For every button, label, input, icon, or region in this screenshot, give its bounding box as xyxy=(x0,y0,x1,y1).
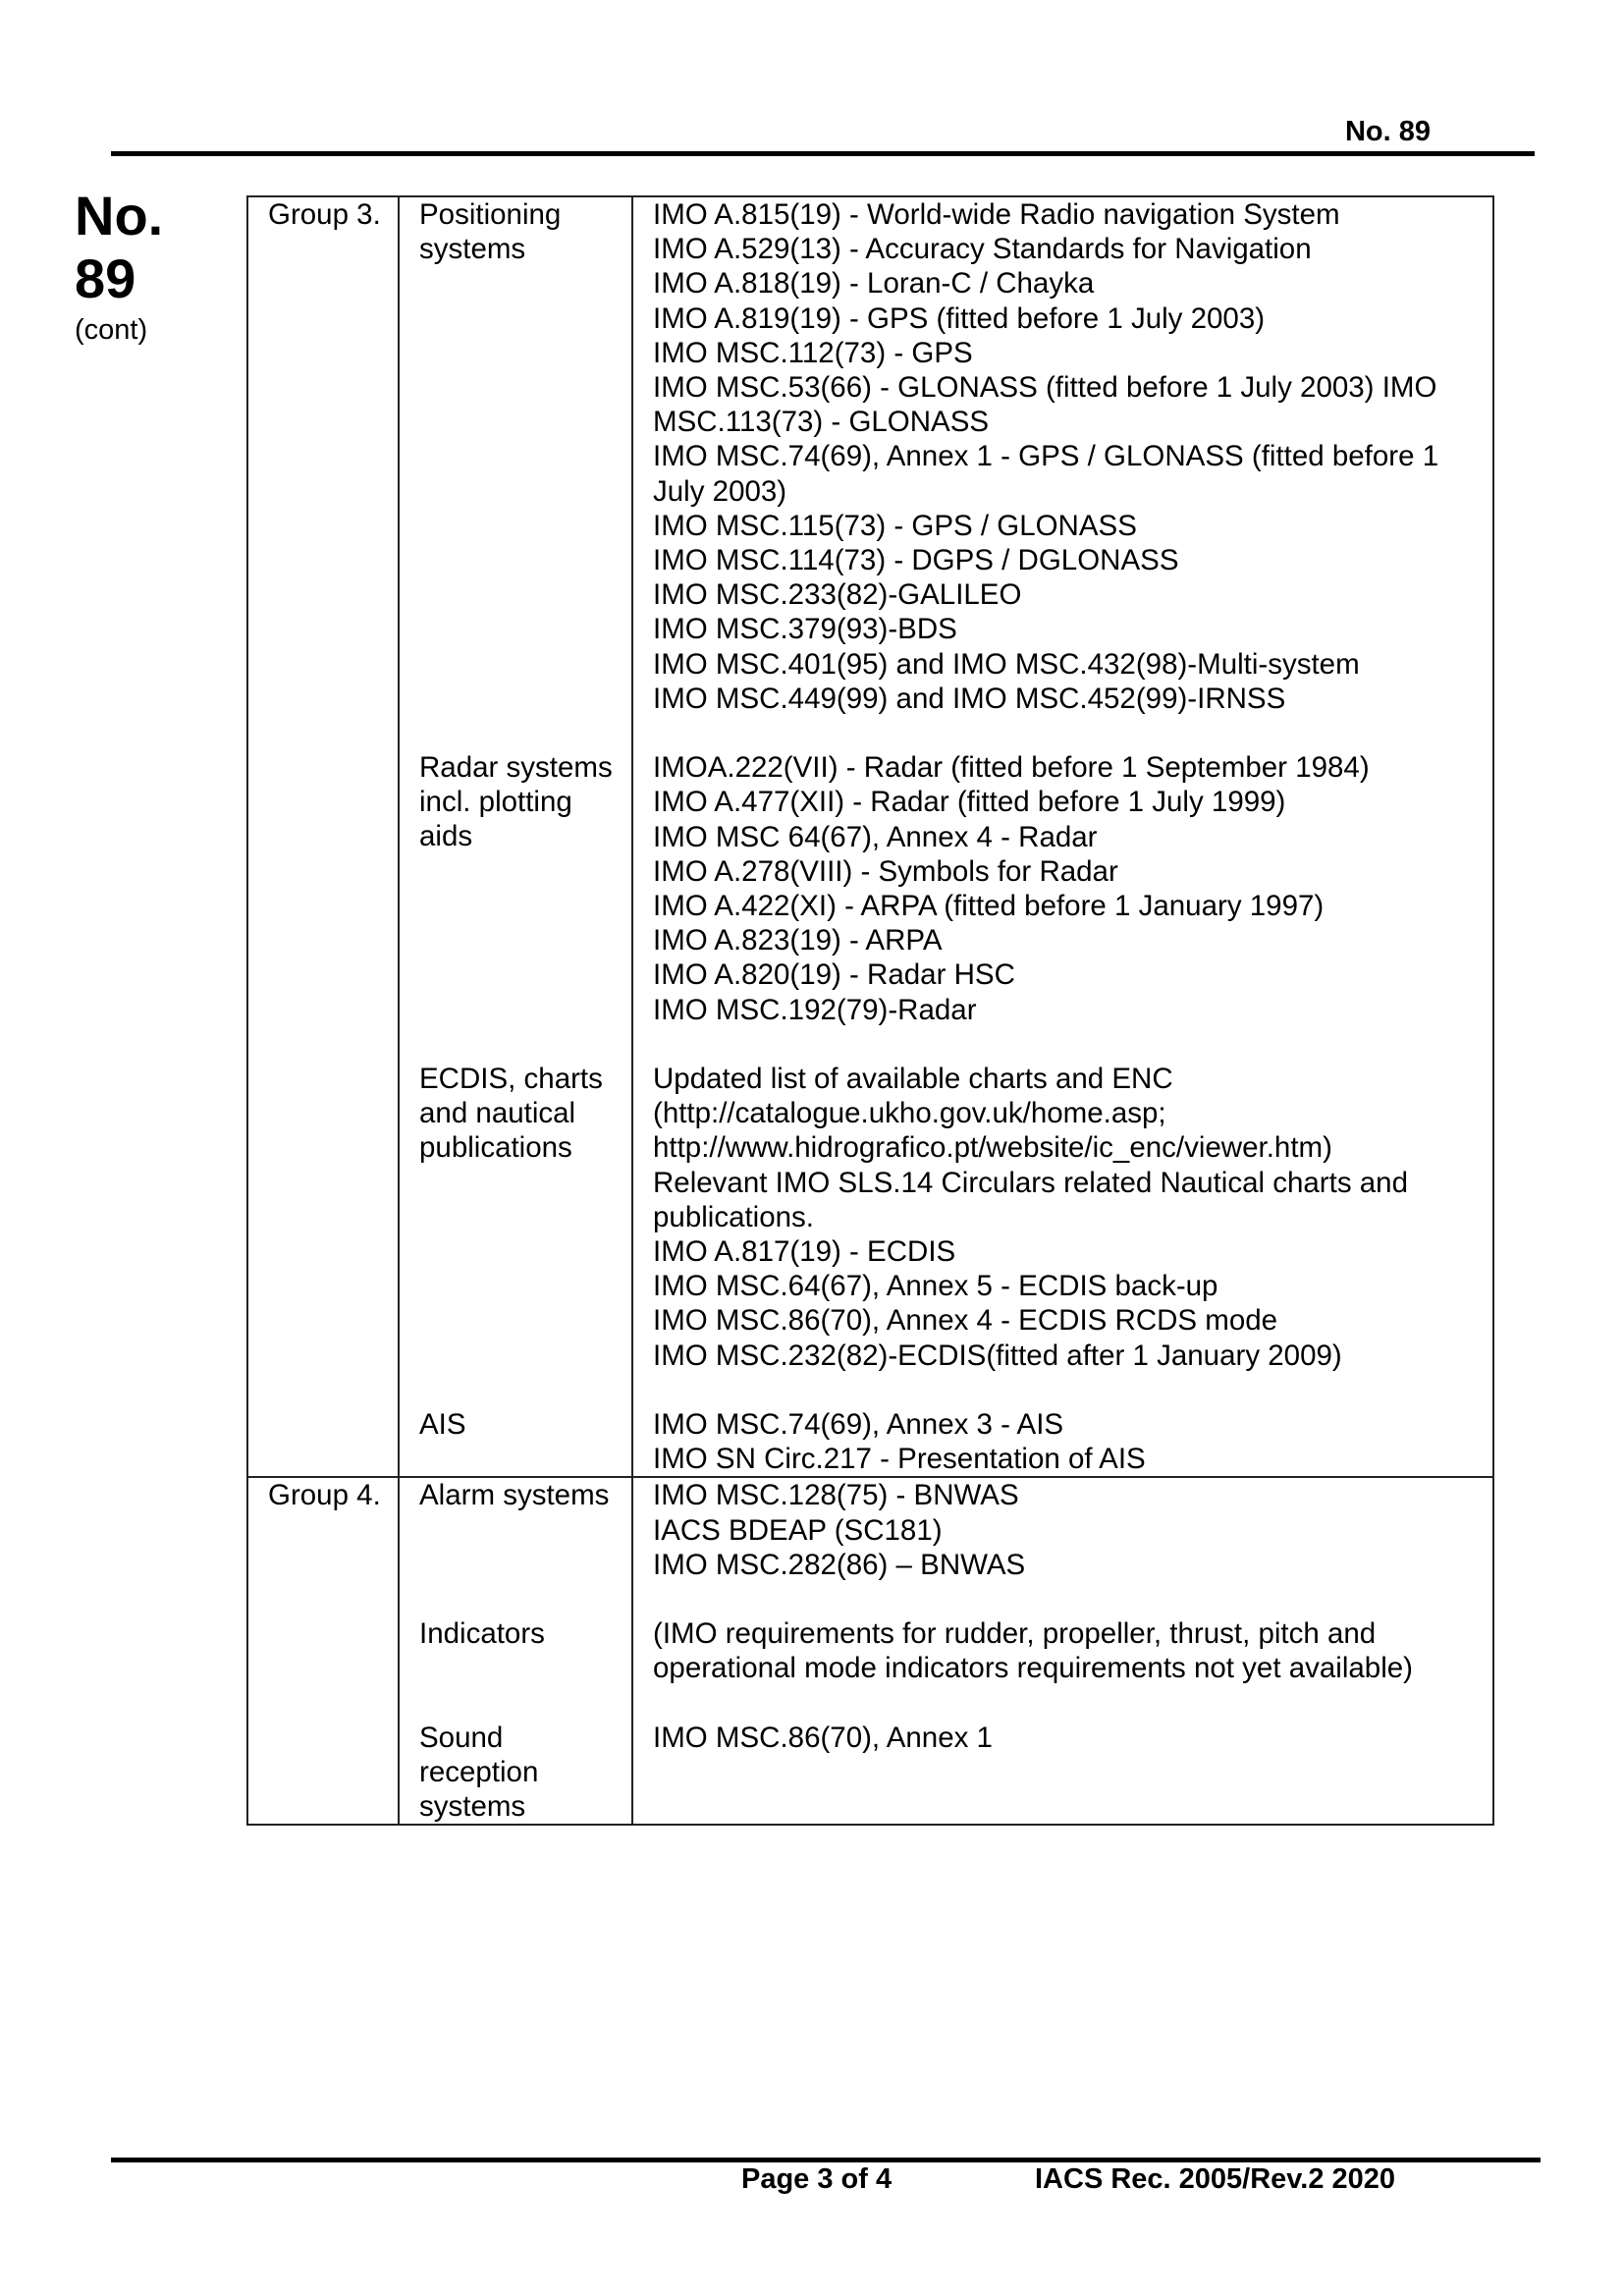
reference-line: IMO MSC.115(73) - GPS / GLONASS xyxy=(653,509,1137,542)
reference-list xyxy=(653,750,1479,1027)
reference-list xyxy=(653,1616,1479,1685)
reference-line: IMO MSC.233(82)-GALILEO xyxy=(653,578,1022,612)
system-name xyxy=(419,750,625,1027)
reference-list xyxy=(653,197,1479,716)
reference-line: IMO A.529(13) - Accuracy Standards for Navigation xyxy=(653,233,1312,266)
group-label: Group 4. xyxy=(268,1479,381,1512)
reference-line: IMO A.817(19) - ECDIS xyxy=(653,1235,956,1269)
reference-cell xyxy=(632,196,1493,1477)
group-label: Group 3. xyxy=(268,198,381,231)
footer-rule xyxy=(111,2158,1541,2162)
requirements-table xyxy=(246,195,1494,1826)
system-name-line: Alarm systems xyxy=(419,1479,610,1512)
reference-line: IMO MSC.128(75) - BNWAS xyxy=(653,1479,1019,1512)
side-label-no: No. xyxy=(75,185,164,246)
reference-line: IACS BDEAP (SC181) xyxy=(653,1513,943,1547)
reference-line: IMO A.818(19) - Loran-C / Chayka xyxy=(653,267,1095,301)
reference-line: IMO A.278(VIII) - Symbols for Radar xyxy=(653,854,1118,888)
reference-line: IMO MSC 64(67), Annex 4 - Radar xyxy=(653,820,1098,853)
system-name-line: systems xyxy=(419,1790,526,1824)
reference-list xyxy=(653,1721,1479,1825)
reference-line: IMO MSC.74(69), Annex 3 - AIS xyxy=(653,1408,1064,1442)
system-name-line: aids xyxy=(419,820,473,853)
reference-line: IMO A.477(XII) - Radar (fitted before 1 July 1999) xyxy=(653,786,1286,819)
reference-line: Relevant IMO SLS.14 Circulars related Nautical charts and xyxy=(653,1166,1408,1199)
side-label xyxy=(75,185,202,348)
reference-line: IMO MSC.282(86) – BNWAS xyxy=(653,1548,1026,1581)
system-name-line: systems xyxy=(419,233,526,266)
reference-line: IMO A.819(19) - GPS (fitted before 1 July 2003) xyxy=(653,301,1266,335)
footer-page-number: Page 3 of 4 xyxy=(741,2163,893,2195)
system-name xyxy=(419,1721,625,1825)
reference-line: IMO A.820(19) - Radar HSC xyxy=(653,958,1015,992)
system-name-line: and nautical xyxy=(419,1096,576,1129)
group-cell xyxy=(247,196,399,1477)
system-name-line: Indicators xyxy=(419,1617,545,1651)
reference-line: Updated list of available charts and ENC xyxy=(653,1063,1173,1096)
reference-line: IMO MSC.379(93)-BDS xyxy=(653,613,957,646)
reference-list xyxy=(653,1062,1479,1373)
reference-line: IMO SN Circ.217 - Presentation of AIS xyxy=(653,1443,1146,1476)
reference-line: MSC.113(73) - GLONASS xyxy=(653,406,990,439)
reference-line: IMO A.823(19) - ARPA xyxy=(653,924,943,957)
side-label-cont: (cont) xyxy=(75,314,148,346)
reference-line: IMO MSC.112(73) - GPS xyxy=(653,336,973,369)
system-name xyxy=(419,1616,625,1685)
reference-line: IMO MSC.53(66) - GLONASS (fitted before 1 July 2003) IMO xyxy=(653,371,1437,405)
reference-line: operational mode indicators requirements not yet available) xyxy=(653,1652,1413,1685)
system-name-line: Positioning xyxy=(419,198,562,231)
system-name-line: incl. plotting xyxy=(419,786,572,819)
reference-line: IMO MSC.449(99) and IMO MSC.452(99)-IRNSS xyxy=(653,682,1286,715)
reference-list xyxy=(653,1407,1479,1476)
system-name-line: AIS xyxy=(419,1407,466,1441)
reference-cell xyxy=(632,1477,1493,1825)
header-rule xyxy=(111,151,1535,156)
reference-line: http://www.hidrografico.pt/website/ic_enc/viewer.htm) xyxy=(653,1131,1332,1165)
system-name-line: Sound xyxy=(419,1721,504,1754)
reference-line: IMOA.222(VII) - Radar (fitted before 1 September 1984) xyxy=(653,751,1370,785)
reference-line: IMO MSC.114(73) - DGPS / DGLONASS xyxy=(653,544,1179,577)
reference-line: IMO A.815(19) - World-wide Radio navigation System xyxy=(653,198,1340,231)
side-label-number: 89 xyxy=(75,247,136,309)
reference-line: publications. xyxy=(653,1200,814,1233)
header-doc-number: No. 89 xyxy=(1344,116,1431,147)
reference-line: IMO MSC.192(79)-Radar xyxy=(653,993,977,1026)
system-name xyxy=(419,1062,625,1373)
footer-rec-id: IACS Rec. 2005/Rev.2 2020 xyxy=(1035,2163,1396,2195)
reference-line: (IMO requirements for rudder, propeller, thrust, pitch and xyxy=(653,1617,1377,1651)
reference-line: IMO MSC.86(70), Annex 4 - ECDIS RCDS mode xyxy=(653,1304,1278,1338)
system-name xyxy=(419,1478,625,1582)
reference-list xyxy=(653,1478,1479,1582)
reference-line: IMO MSC.64(67), Annex 5 - ECDIS back-up xyxy=(653,1270,1218,1303)
system-name-line: reception xyxy=(419,1756,539,1789)
reference-line: IMO MSC.401(95) and IMO MSC.432(98)-Multi-system xyxy=(653,647,1360,681)
reference-line: IMO MSC.74(69), Annex 1 - GPS / GLONASS (fitted before 1 xyxy=(653,440,1439,473)
reference-line: IMO MSC.232(82)-ECDIS(fitted after 1 January 2009) xyxy=(653,1339,1342,1372)
reference-line: IMO A.422(XI) - ARPA (fitted before 1 January 1997) xyxy=(653,890,1325,923)
table-row xyxy=(247,1477,1493,1825)
reference-line: (http://catalogue.ukho.gov.uk/home.asp; xyxy=(653,1097,1166,1130)
system-name-line: Radar systems xyxy=(419,751,613,785)
system-name xyxy=(419,197,625,716)
reference-line: July 2003) xyxy=(653,474,787,508)
system-name-line: ECDIS, charts xyxy=(419,1062,603,1095)
group-cell xyxy=(247,1477,399,1825)
system-cell xyxy=(399,196,632,1477)
system-name xyxy=(419,1407,625,1476)
table-row xyxy=(247,196,1493,1477)
reference-line: IMO MSC.86(70), Annex 1 xyxy=(653,1721,993,1754)
system-name-line: publications xyxy=(419,1131,572,1165)
system-cell xyxy=(399,1477,632,1825)
